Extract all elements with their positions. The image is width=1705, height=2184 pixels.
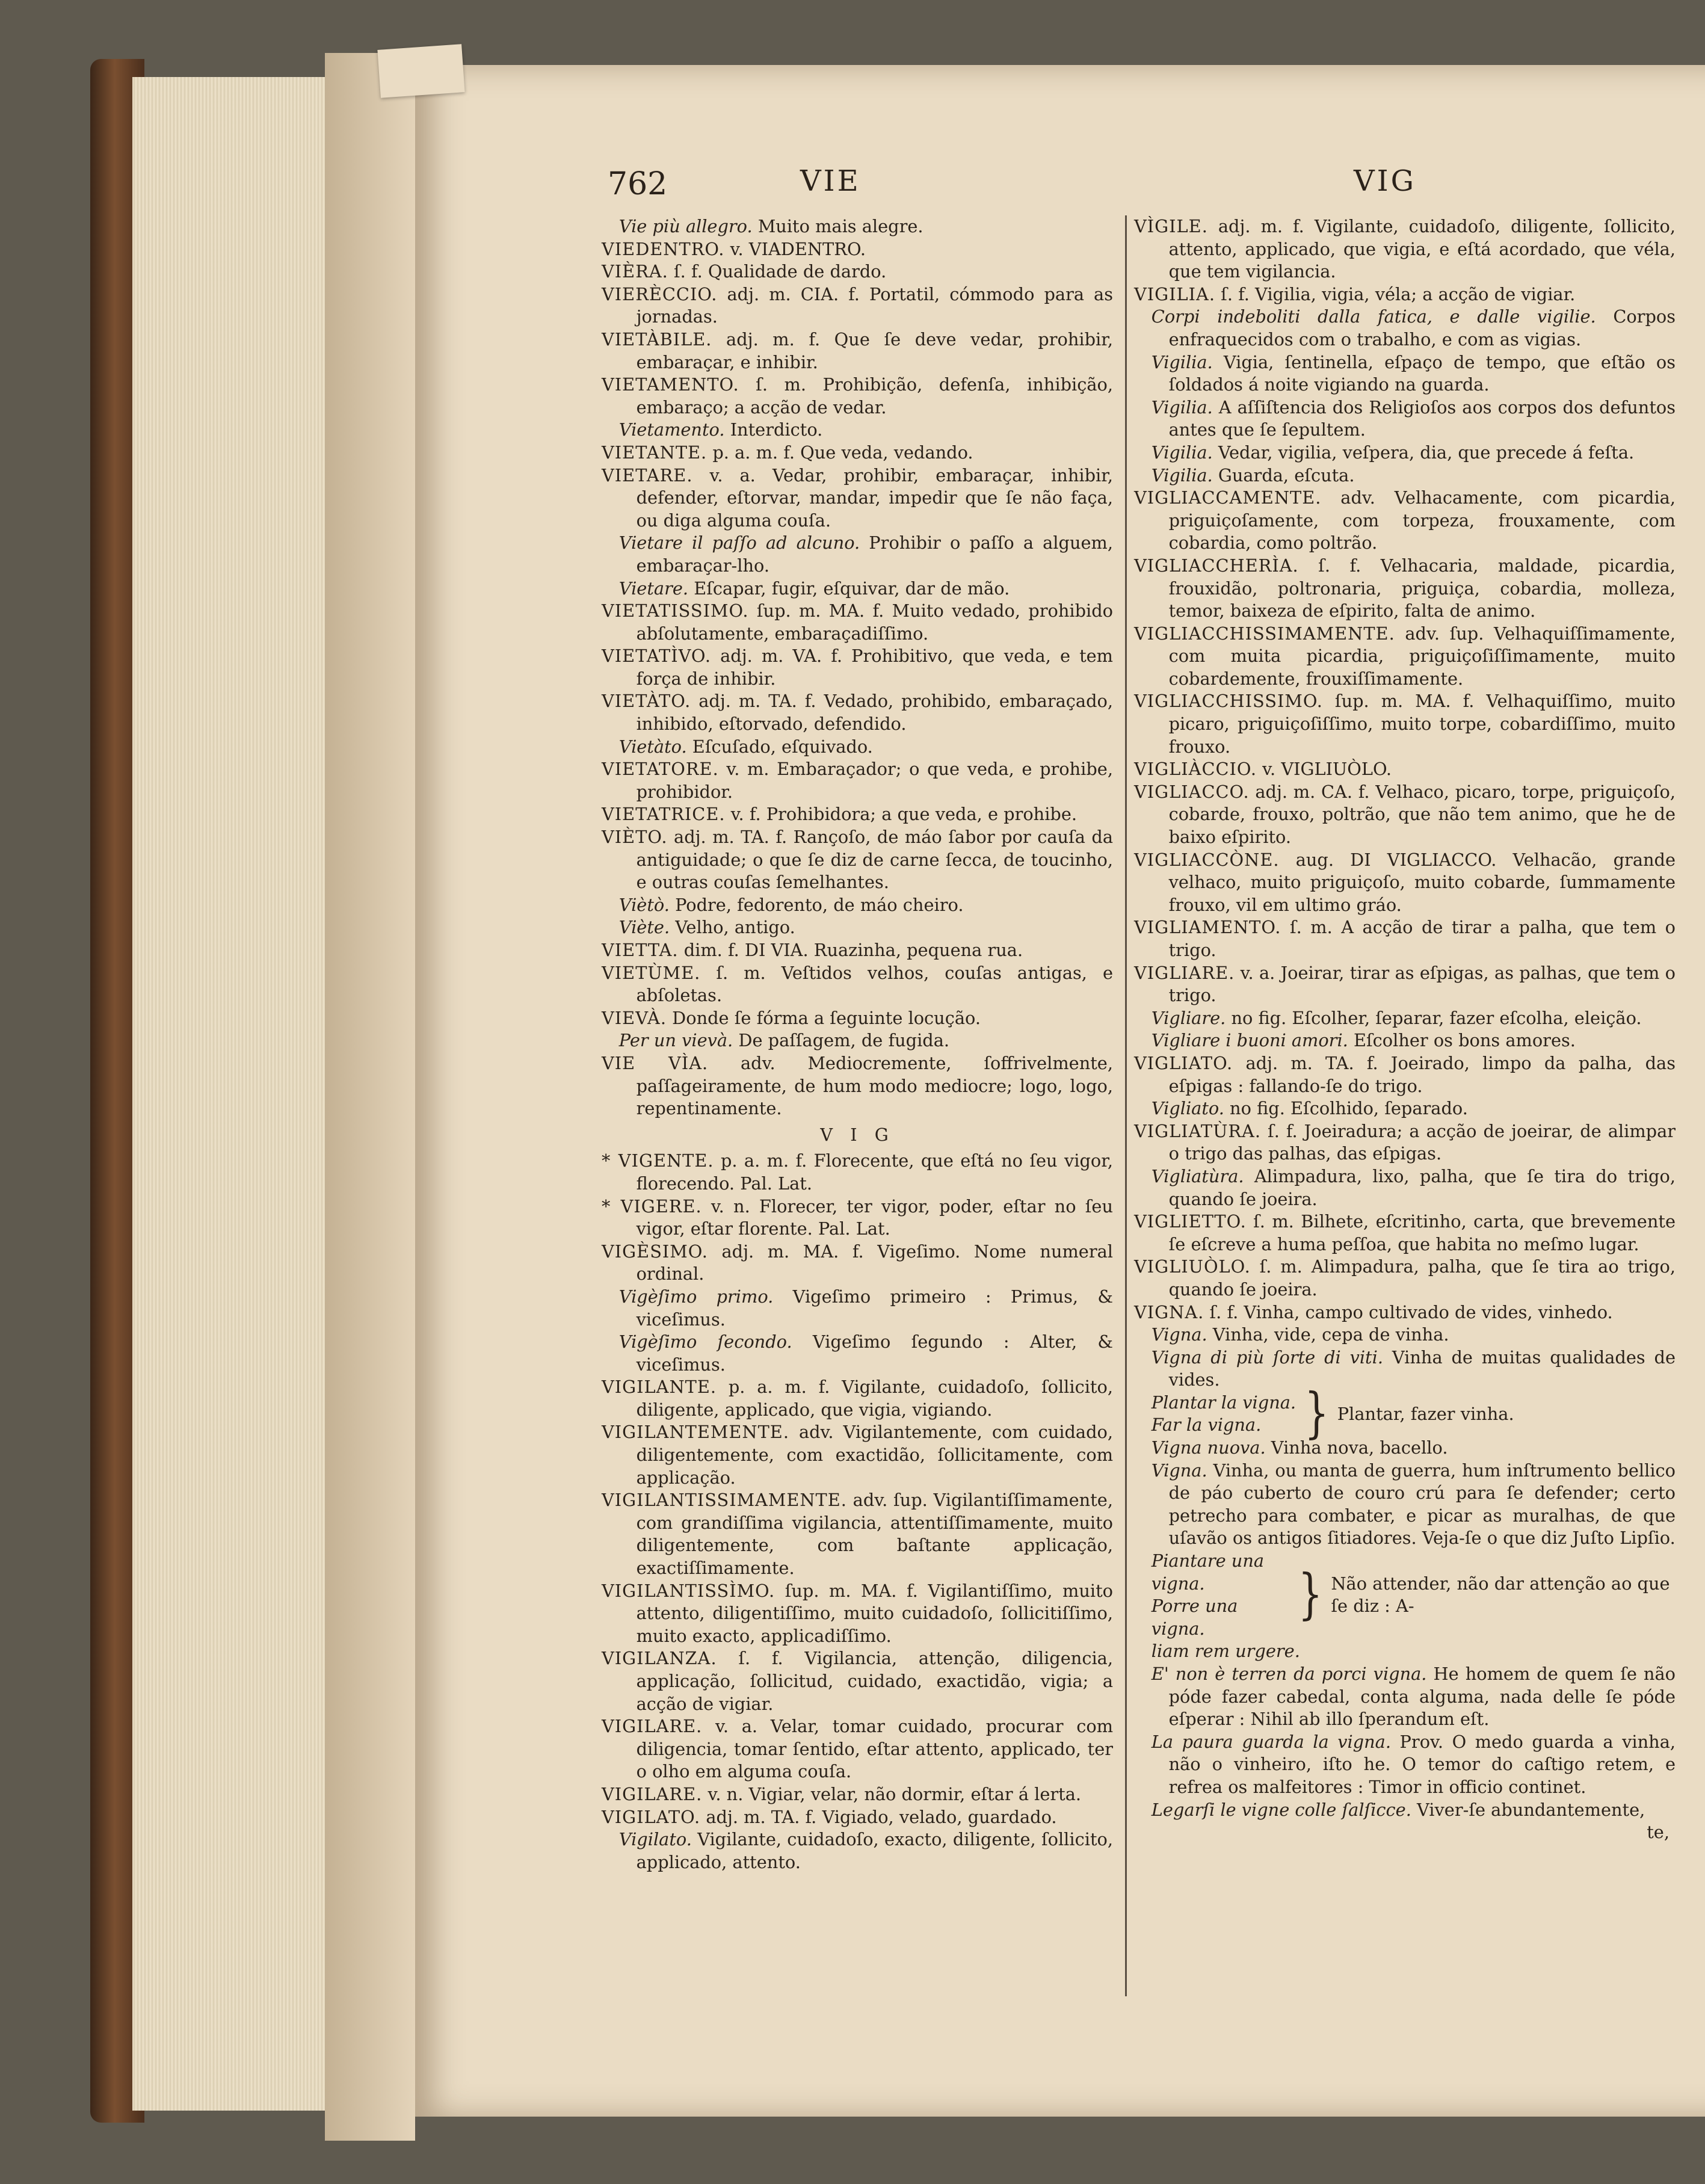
- headword: VIETÙME.: [602, 962, 701, 983]
- definition: adv. ſup. Vigilantiſſimamente, com grandiſſima vigilancia, attentiſſimamente, muito diligentemente, com baſtante applicação, exactiſſimamente.: [636, 1490, 1113, 1579]
- definition: adj. m. CA. f. Velhaco, picaro, torpe, priguiçoſo, cobarde, frouxo, poltrão, que não tem animo, que he de baixo eſpirito.: [1168, 781, 1676, 848]
- headword: VIETATISSIMO.: [602, 600, 749, 622]
- translation: Eſcuſado, eſquivado.: [692, 736, 873, 757]
- italian-phrase: Vigna nuova.: [1151, 1437, 1266, 1458]
- translation: Plantar, fazer vinha.: [1337, 1403, 1514, 1424]
- definition: ſ. m. A acção de tirar a palha, que tem o trigo.: [1168, 917, 1676, 960]
- italian-phrase: E' non è terren da porci vigna.: [1151, 1664, 1427, 1684]
- sub-entry: [602, 578, 1113, 600]
- translation: Prohibir o paſſo a alguem, embaraçar-lho.: [636, 532, 1113, 576]
- definition: adj. m. TA. f. Joeirado, limpo da palha, das eſpigas : fallando-ſe do trigo.: [1168, 1052, 1676, 1096]
- dictionary-entry: [602, 442, 1113, 464]
- definition: ſ. m. Alimpadura, palha, que ſe tira ao trigo, quando ſe joeira.: [1168, 1256, 1676, 1300]
- italian-phrase: Vigèſimo primo.: [618, 1286, 774, 1307]
- definition: aug. DI VIGLIACCO. Velhacão, grande velhaco, muito priguiçoſo, muito cobarde, ſummamente frouxo, vil em ultimo gráo.: [1168, 849, 1676, 915]
- translation: no fig. Eſcolhido, ſeparado.: [1230, 1098, 1468, 1119]
- italian-phrase: Vigilia.: [1151, 464, 1213, 486]
- translation: Vigeſimo primeiro : Primus, & viceſimus.: [636, 1286, 1114, 1330]
- translation: Vigeſimo ſegundo : Alter, & viceſimus.: [636, 1331, 1114, 1375]
- translation: no fig. Eſcolher, ſeparar, fazer eſcolha, eleição.: [1231, 1007, 1642, 1028]
- definition: ſ. f. Qualidade de dardo.: [673, 261, 887, 282]
- dictionary-entry: [602, 939, 1113, 962]
- sub-entry: [602, 1286, 1113, 1331]
- headword: VIGLIÀCCIO.: [1134, 759, 1257, 780]
- sub-entry: [602, 1331, 1113, 1376]
- headword: VIERÈCCIO.: [602, 283, 718, 304]
- brace-glyph: }: [1298, 1564, 1323, 1627]
- headword: VIGNA.: [1134, 1301, 1204, 1322]
- definition: ſ. m. Bilhete, eſcritinho, carta, que brevemente ſe eſcreve a huma peſſoa, que habita no meſmo lugar.: [1168, 1211, 1676, 1254]
- italian-phrase: Legarſi le vigne colle ſalſicce.: [1151, 1799, 1411, 1820]
- definition: v. VIGLIUÒLO.: [1262, 759, 1392, 780]
- translation: De paſſagem, de fugida.: [738, 1030, 950, 1051]
- dictionary-entry: [602, 1195, 1113, 1241]
- headword: VIGLIAMENTO.: [1134, 917, 1281, 938]
- headword: VIETÀTO.: [602, 691, 691, 712]
- dictionary-entry: [1134, 1120, 1676, 1165]
- page-number: 762: [608, 166, 668, 202]
- italian-phrase: Porre una vigna.: [1151, 1596, 1238, 1639]
- translation: Corpos enfraquecidos com o trabalho, e com as vigias.: [1168, 306, 1676, 350]
- headword: VIGLIATO.: [1134, 1052, 1233, 1073]
- translation: Viver-ſe abundantemente,: [1417, 1799, 1645, 1820]
- definition: adj. m. VA. f. Prohibitivo, que veda, e tem força de inhibir.: [636, 646, 1113, 689]
- sub-entry: [1134, 1663, 1676, 1731]
- translation: Vigia, ſentinella, eſpaço de tempo, que eſtão os ſoldados á noite vigiando na guarda.: [1168, 351, 1676, 395]
- definition: v. a. Joeirar, tirar as eſpigas, as palhas, que tem o trigo.: [1168, 962, 1676, 1006]
- headword: VIGLIACCHISSIMAMENTE.: [1134, 623, 1395, 644]
- sub-entry: [1134, 351, 1676, 396]
- sub-entry: [602, 419, 1113, 442]
- translation: Prov. O medo guarda a vinha, não o vinheiro, iſto he. O temor do caſtigo retem, e refrea os malfeitores : Timor in officio continet.: [1168, 1731, 1676, 1797]
- italian-phrase: Piantare una vigna.: [1151, 1550, 1265, 1594]
- sub-entry: [1134, 1007, 1676, 1030]
- sub-entry: [1134, 442, 1676, 464]
- translation: Eſcapar, fugir, eſquivar, dar de mão.: [694, 578, 1010, 599]
- dictionary-entry: [602, 1806, 1113, 1829]
- headword: VIGÈSIMO.: [602, 1241, 708, 1262]
- definition: ſ. f. Vigilia, vigia, véla; a acção de vigiar.: [1221, 283, 1576, 304]
- sub-entry: [602, 916, 1113, 939]
- dictionary-entry: [602, 1783, 1113, 1806]
- dictionary-entry: [602, 238, 1113, 261]
- right-column: [1134, 215, 1676, 1844]
- definition: v. f. Prohibidora; a que veda, e prohibe.: [730, 804, 1078, 825]
- dictionary-entry: [1134, 555, 1676, 623]
- definition: adv. ſup. Velhaquiſſimamente, com muita picardia, priguiçoſiſſimamente, muito cobardemente, frouxiſſimamente.: [1168, 623, 1676, 689]
- definition: v. n. Florecer, ter vigor, poder, eſtar no ſeu vigor, eſtar florente. Pal. Lat.: [636, 1195, 1113, 1239]
- headword: VIGILANTE.: [602, 1377, 717, 1398]
- headword: VIETÀBILE.: [602, 329, 712, 350]
- definition: adj. m. MA. f. Vigeſimo. Nome numeral ordinal.: [636, 1241, 1113, 1285]
- dictionary-entry: [1134, 283, 1676, 306]
- dictionary-entry: [602, 1007, 1113, 1030]
- sub-entry: [602, 736, 1113, 759]
- headword: VIGILATO.: [602, 1806, 701, 1827]
- italian-phrase: Vigilato.: [618, 1829, 692, 1850]
- brace-glyph: }: [1304, 1383, 1329, 1446]
- dictionary-entry: [602, 464, 1113, 532]
- italian-phrase: Vie più allegro.: [618, 216, 753, 236]
- headword: VIEDENTRO.: [602, 238, 725, 259]
- headword: VIETARE.: [602, 464, 693, 486]
- italian-phrase: La paura guarda la vigna.: [1151, 1731, 1391, 1752]
- dictionary-entry: [602, 690, 1113, 735]
- section-heading: V I G: [820, 1124, 895, 1145]
- definition: dim. f. DI VIA. Ruazinha, pequena rua.: [683, 940, 1023, 960]
- torn-page-corner: [377, 44, 464, 98]
- sub-entry: [602, 532, 1113, 577]
- italian-phrase: Vigèſimo ſecondo.: [618, 1331, 792, 1353]
- sub-entry: [1134, 1731, 1676, 1799]
- sub-entry: [1134, 1799, 1676, 1822]
- headword: VIGILANTEMENTE.: [602, 1422, 789, 1443]
- sub-entry: [1134, 1097, 1676, 1120]
- dictionary-entry: [1134, 1301, 1676, 1324]
- translation: Vinha de muitas qualidades de vides.: [1168, 1346, 1676, 1390]
- translation: He homem de quem ſe não póde fazer cabedal, conta alguma, nada delle ſe póde eſperar : Nihil ab illo ſperandum eſt.: [1168, 1664, 1676, 1730]
- phrase-group: [1152, 1550, 1290, 1640]
- phrase-continuation: liam rem urgere.: [1151, 1641, 1300, 1662]
- dictionary-entry: [602, 1421, 1113, 1489]
- definition: adj. m. CIA. f. Portatil, cómmodo para as jornadas.: [636, 283, 1114, 327]
- headword: VIGLIACCÒNE.: [1134, 849, 1280, 870]
- sub-entry: [1134, 396, 1676, 442]
- italian-phrase: Corpi indeboliti dalla fatica, e dalle vigilie.: [1151, 306, 1596, 327]
- headword: * VIGERE.: [602, 1195, 702, 1217]
- italian-phrase: Vigna di più ſorte di viti.: [1151, 1346, 1383, 1368]
- dictionary-entry: [602, 758, 1113, 803]
- definition: ſ. m. Veſtidos velhos, couſas antigas, e abſoletas.: [636, 962, 1114, 1006]
- sub-entry: [1134, 1437, 1676, 1460]
- book: [90, 53, 1705, 2141]
- column-rule: [1125, 215, 1127, 1996]
- translation: Guarda, eſcuta.: [1218, 464, 1355, 486]
- definition: v. VIADENTRO.: [730, 238, 866, 259]
- headword: VIGILANTISSÌMO.: [602, 1580, 775, 1601]
- sub-entry: [1134, 1165, 1676, 1211]
- bracketed-phrases: [1134, 1550, 1676, 1640]
- italian-phrase: Vigna.: [1151, 1460, 1207, 1481]
- definition: ſ. f. Vigilancia, attenção, diligencia, applicação, ſollicitud, cuidado, exactidão, vigia; a acção de vigiar.: [636, 1648, 1113, 1714]
- translation: Podre, fedorento, de máo cheiro.: [675, 894, 964, 915]
- headword: VIGLIACCHISSIMO.: [1134, 691, 1323, 712]
- italian-phrase: Vigliare.: [1151, 1007, 1226, 1028]
- translation: A aſſiſtencia dos Religioſos aos corpos dos defuntos antes que ſe ſepultem.: [1168, 396, 1676, 440]
- dictionary-entry: [602, 826, 1113, 894]
- dictionary-entry: [1134, 962, 1676, 1007]
- sub-entry: [1134, 464, 1676, 487]
- dictionary-entry: [602, 374, 1113, 419]
- definition: v. a. Vedar, prohibir, embaraçar, inhibir, defender, eſtorvar, mandar, impedir que ſe não faça, ou diga alguma couſa.: [636, 464, 1113, 531]
- translation: Não attender, não dar attenção ao que ſe diz : A-: [1331, 1573, 1670, 1617]
- headword: VIGLIACCAMENTE.: [1134, 487, 1322, 508]
- headword: VIETATÌVO.: [602, 646, 711, 667]
- sub-entry: [602, 1828, 1113, 1874]
- dictionary-entry: [602, 1715, 1113, 1783]
- translation: Vinha nova, bacello.: [1271, 1437, 1448, 1458]
- definition: p. a. m. f. Florecente, que eſtá no ſeu vigor, florecendo. Pal. Lat.: [636, 1150, 1113, 1194]
- dictionary-entry: [602, 1150, 1113, 1195]
- dictionary-entry: [602, 600, 1113, 645]
- headword: VIETATRICE.: [602, 804, 726, 825]
- dictionary-entry: [602, 329, 1113, 374]
- sub-entry: [602, 894, 1113, 917]
- translation: Eſcolher os bons amores.: [1353, 1030, 1576, 1051]
- dictionary-entry: [602, 1647, 1113, 1715]
- dictionary-entry: [1134, 690, 1676, 758]
- headword: VIGLIATÙRA.: [1134, 1120, 1262, 1141]
- italian-phrase: Vigliatùra.: [1151, 1165, 1244, 1186]
- dictionary-entry: [1134, 916, 1676, 961]
- dictionary-entry: [1134, 215, 1676, 283]
- headword: VIE VÌA.: [602, 1052, 709, 1073]
- headword: VIETAMENTO.: [602, 374, 739, 395]
- sub-entry: [1134, 1324, 1676, 1346]
- headword: VIÈTO.: [602, 827, 668, 848]
- definition: Donde ſe fórma a ſeguinte locução.: [672, 1007, 981, 1028]
- definition: adj. m. TA. f. Vedado, prohibido, embaraçado, inhibido, eſtorvado, defendido.: [636, 691, 1114, 735]
- dictionary-entry: [1134, 1211, 1676, 1256]
- italian-phrase: Vietàto.: [618, 736, 687, 757]
- definition: adv. Vigilantemente, com cuidado, diligentemente, com exactidão, ſollicitamente, com applicação.: [636, 1422, 1113, 1488]
- dictionary-entry: [1134, 758, 1676, 781]
- italian-phrase: Vigliato.: [1151, 1098, 1224, 1119]
- dictionary-entry: [1134, 623, 1676, 691]
- dictionary-entry: [602, 962, 1113, 1007]
- translation: Vinha, ou manta de guerra, hum inſtrumento bellico de páo cuberto de couro crú para ſe defender; certo petrecho para combater, e picar as muralhas, de que uſavão os antigos ſitiadores. Veja-ſe o que diz Juſto Lipſio.: [1168, 1460, 1676, 1549]
- dictionary-entry: [602, 283, 1113, 329]
- italian-phrase: Per un vievà.: [618, 1030, 733, 1051]
- italian-phrase: Viète.: [618, 917, 670, 938]
- definition: adj. m. f. Que ſe deve vedar, prohibir, embaraçar, e inhibir.: [636, 329, 1113, 372]
- headword: VIETANTE.: [602, 442, 708, 463]
- dictionary-entry: [602, 1241, 1113, 1286]
- headword: VIGILIA.: [1134, 283, 1215, 304]
- definition: ſ. f. Joeiradura; a acção de joeirar, de alimpar o trigo das palhas, das eſpigas.: [1168, 1120, 1676, 1164]
- definition: ſup. m. MA. f. Muito vedado, prohibido abſolutamente, embaraçadiſſimo.: [636, 600, 1114, 644]
- headword: VIGILANZA.: [602, 1648, 717, 1669]
- headword: VIGLIACCHERÌA.: [1134, 555, 1299, 576]
- italian-phrase: Vietare il paſſo ad alcuno.: [618, 532, 860, 554]
- italian-phrase: Far la vigna.: [1151, 1414, 1262, 1436]
- running-head-left: VIE: [800, 164, 861, 198]
- sub-entry: [602, 215, 1113, 238]
- dictionary-entry: [602, 1580, 1113, 1648]
- headword: VIGLIARE.: [1134, 962, 1235, 983]
- italian-phrase: Vigilia.: [1151, 351, 1213, 372]
- italian-phrase: Vietare.: [618, 578, 689, 599]
- dictionary-entry: [602, 645, 1113, 690]
- bracketed-phrases: [1134, 1383, 1676, 1446]
- definition: ſup. m. MA. f. Vigilantiſſimo, muito attento, diligentiſſimo, muito cuidadoſo, ſollicitiſſimo, muito exacto, applicadiſſimo.: [636, 1580, 1114, 1646]
- running-head-right: VIG: [1354, 164, 1416, 198]
- definition: adj. m. TA. f. Vigiado, velado, guardado.: [706, 1806, 1057, 1827]
- headword: VIETTA.: [602, 940, 679, 960]
- definition: adj. m. TA. f. Rançoſo, de máo ſabor por cauſa da antiguidade; o que ſe diz de carne ſecca, de toucinho, e outras couſas ſemelhantes.: [636, 827, 1114, 893]
- definition: p. a. m. f. Que veda, vedando.: [712, 442, 973, 463]
- headword: VIÈRA.: [602, 261, 668, 282]
- sub-entry: [1134, 306, 1676, 351]
- definition: v. m. Embaraçador; o que veda, e prohibe, prohibidor.: [636, 759, 1113, 802]
- dictionary-entry: [1134, 849, 1676, 917]
- page-gutter: [325, 53, 415, 2141]
- line-continuation: te,: [1647, 1822, 1670, 1843]
- headword: * VIGENTE.: [602, 1150, 714, 1171]
- dictionary-entry: [602, 1376, 1113, 1421]
- definition: ſ. f. Velhacaria, maldade, picardia, frouxidão, poltronaria, priguiça, cobardia, molleza, temor, baixeza de eſpirito, falta de animo.: [1168, 555, 1676, 622]
- italian-phrase: Vigna.: [1151, 1324, 1207, 1345]
- dictionary-entry: [602, 1052, 1113, 1120]
- italian-phrase: Plantar la vigna.: [1151, 1392, 1296, 1413]
- dictionary-entry: [602, 261, 1113, 283]
- dictionary-entry: [1134, 487, 1676, 555]
- headword: VIETATORE.: [602, 759, 719, 780]
- translation: Vedar, vigilia, veſpera, dia, que precede á feſta.: [1218, 442, 1635, 463]
- definition: ſup. m. MA. f. Velhaquiſſimo, muito picaro, priguiçoſiſſimo, muito torpe, cobardiſſimo, muito frouxo.: [1168, 691, 1676, 757]
- definition: v. a. Velar, tomar cuidado, procurar com diligencia, tomar ſentido, eſtar attento, applicado, ter o olho em alguma couſa.: [636, 1716, 1113, 1782]
- translation: Alimpadura, lixo, palha, que ſe tira do trigo, quando ſe joeira.: [1168, 1165, 1676, 1209]
- dictionary-entry: [1134, 781, 1676, 849]
- headword: VIGILARE.: [602, 1783, 703, 1804]
- definition: ſ. f. Vinha, campo cultivado de vides, vinhedo.: [1209, 1301, 1613, 1322]
- definition: v. n. Vigiar, velar, não dormir, eſtar á lerta.: [708, 1783, 1082, 1804]
- sub-entry: [1134, 1460, 1676, 1550]
- translation: Interdicto.: [730, 419, 823, 440]
- headword: VÌGILE.: [1134, 216, 1208, 236]
- sub-entry: [1134, 1029, 1676, 1052]
- sub-entry: [602, 1029, 1113, 1052]
- italian-phrase: Vigilia.: [1151, 396, 1213, 418]
- headword: VIGILARE.: [602, 1716, 703, 1737]
- headword: VIGLIUÒLO.: [1134, 1256, 1251, 1277]
- italian-phrase: Viètò.: [618, 894, 670, 915]
- definition: adv. Mediocremente, ſoffrivelmente, paſſageiramente, de hum modo mediocre; logo, logo, repentinamente.: [636, 1052, 1114, 1119]
- headword: VIGILANTISSIMAMENTE.: [602, 1490, 847, 1511]
- headword: VIEVÀ.: [602, 1007, 667, 1028]
- definition: adv. Velhacamente, com picardia, priguiçoſamente, com torpeza, frouxamente, com cobardia, como poltrão.: [1168, 487, 1676, 554]
- left-column: [602, 215, 1113, 1874]
- phrase-group: [1152, 1392, 1296, 1437]
- translation: Velho, antigo.: [675, 917, 795, 938]
- dictionary-entry: [1134, 1052, 1676, 1097]
- italian-phrase: Vietamento.: [618, 419, 725, 440]
- definition: ſ. m. Prohibição, defenſa, inhibição, embaraço; a acção de vedar.: [636, 374, 1113, 418]
- dictionary-entry: [1134, 1256, 1676, 1301]
- definition: p. a. m. f. Vigilante, cuidadoſo, ſollicito, diligente, applicado, que vigia, vigiando.: [636, 1377, 1113, 1420]
- dictionary-page: [415, 65, 1705, 2117]
- headword: VIGLIACCO.: [1134, 781, 1250, 802]
- headword: VIGLIETTO.: [1134, 1211, 1247, 1232]
- italian-phrase: Vigilia.: [1151, 442, 1213, 463]
- translation: Vinha, vide, cepa de vinha.: [1212, 1324, 1449, 1345]
- definition: adj. m. f. Vigilante, cuidadoſo, diligente, ſollicito, attento, applicado, que vigia, e eſtá acordado, que véla, que tem vigilancia.: [1168, 216, 1676, 282]
- dictionary-entry: [602, 803, 1113, 826]
- translation: Vigilante, cuidadoſo, exacto, diligente, ſollicito, applicado, attento.: [636, 1829, 1114, 1872]
- translation: Muito mais alegre.: [757, 216, 923, 236]
- dictionary-entry: [602, 1489, 1113, 1579]
- sub-entry: [1134, 1346, 1676, 1392]
- italian-phrase: Vigliare i buoni amori.: [1151, 1030, 1348, 1051]
